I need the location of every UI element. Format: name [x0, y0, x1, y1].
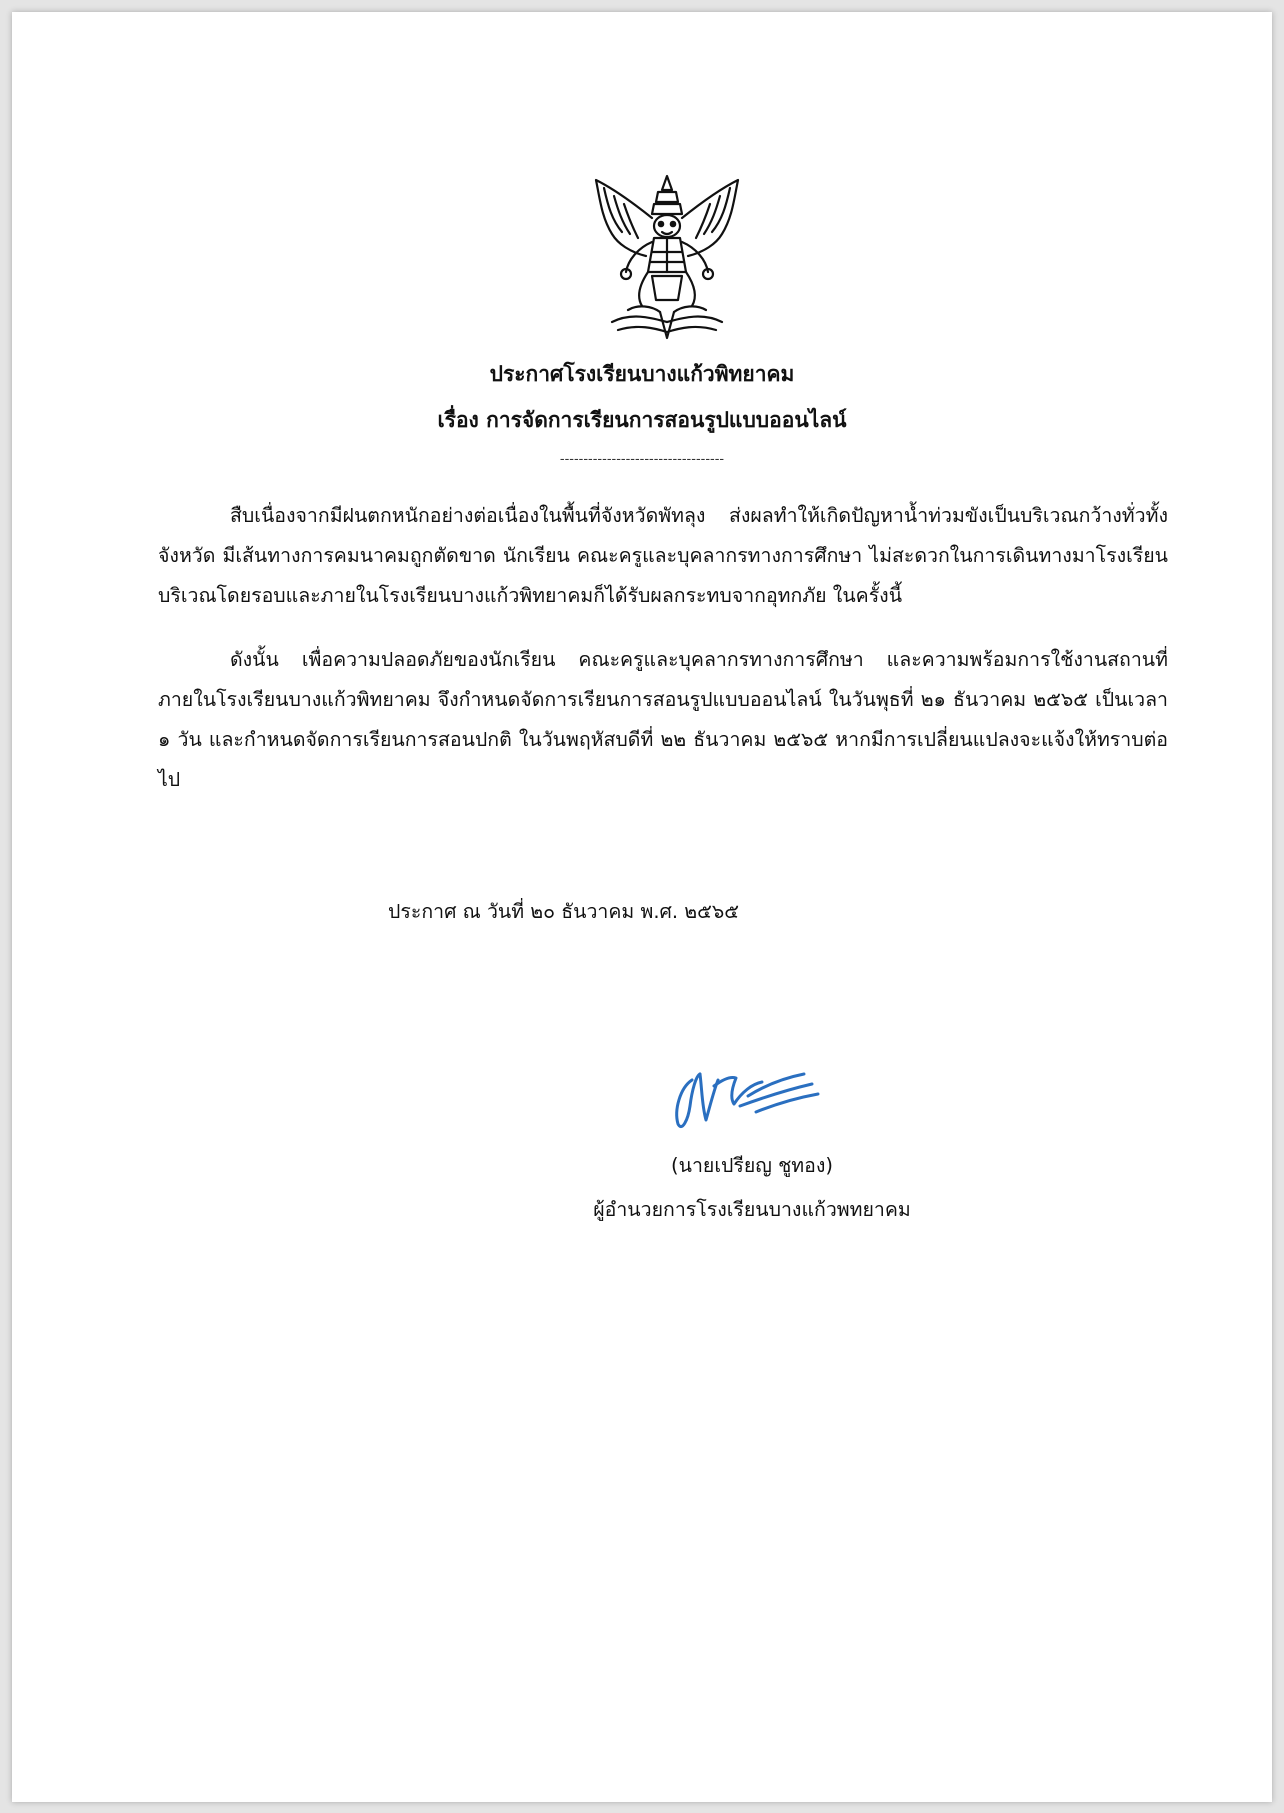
paragraph-1: [158, 496, 1168, 616]
announcement-subject: เรื่อง การจัดการเรียนการสอนรูปแบบออนไลน์: [437, 408, 847, 432]
signatory-name: (นายเปรียญ ชูทอง): [671, 1154, 833, 1177]
paragraph-2-text: ดังนั้น เพื่อความปลอดภัยของนักเรียน คณะครูและบุคลากรทางการศึกษา และความพร้อมการใช้งานสถานที่ภายในโรงเรียนบางแก้วพิทยาคม จึงกำหนดจัดการเรียนการสอนรูปแบบออนไลน์ ในวันพุธที่ ๒๑ ธันวาคม ๒๕๖๕ เป็นเวลา ๑ วัน และกำหนดจัดการเรียนการสอนปกติ ในวันพฤหัสบดีที่ ๒๒ ธันวาคม ๒๕๖๕ หากมีการเปลี่ยนแปลงจะแจ้งให้ทราบต่อไป: [158, 648, 1168, 791]
separator-line: -----------------------------------: [559, 452, 725, 467]
announcement-date: ประกาศ ณ วันที่ ๒๐ ธันวาคม พ.ศ. ๒๕๖๕: [388, 900, 740, 923]
handwritten-signature: [652, 1040, 832, 1140]
announcement-title: ประกาศโรงเรียนบางแก้วพิทยาคม: [489, 362, 795, 386]
document-page: [12, 12, 1272, 1802]
signatory-position: ผู้อำนวยการโรงเรียนบางแก้วพทยาคม: [593, 1198, 911, 1221]
paragraph-1-text: สืบเนื่องจากมีฝนตกหนักอย่างต่อเนื่องในพื้นที่จังหวัดพัทลุง ส่งผลทำให้เกิดปัญหาน้ำท่วมขังเป็นบริเวณกว้างทั่วทั้งจังหวัด มีเส้นทางการคมนาคมถูกตัดขาด นักเรียน คณะครูและบุคลากรทางการศึกษา ไม่สะดวกในการเดินทางมาโรงเรียน บริเวณโดยรอบและภายในโรงเรียนบางแก้วพิทยาคมก็ได้รับผลกระทบจากอุทกภัย ในครั้งนี้: [158, 504, 1168, 607]
paragraph-2: [158, 640, 1168, 800]
garuda-emblem-icon: [582, 172, 752, 342]
